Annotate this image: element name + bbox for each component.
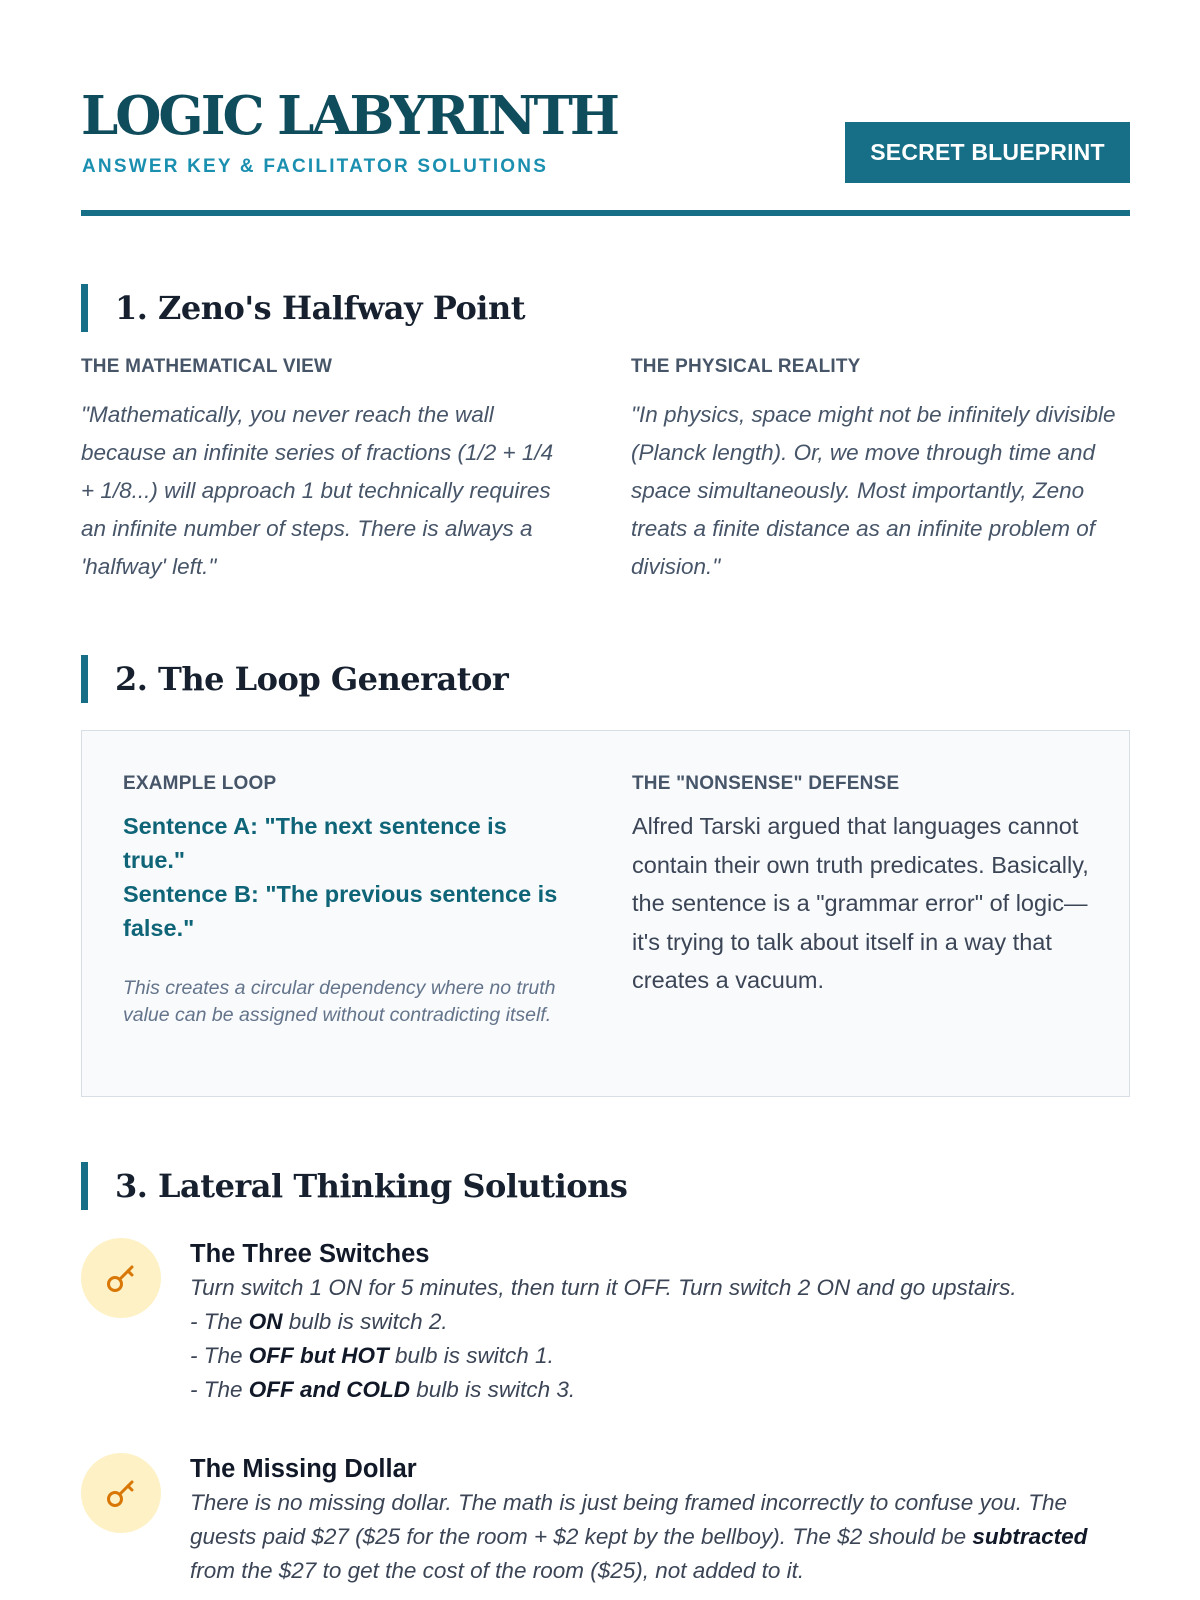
secret-blueprint-badge: SECRET BLUEPRINT bbox=[845, 122, 1130, 183]
page-title: LOGIC LABYRINTH bbox=[81, 85, 618, 147]
sentence-b: Sentence B: "The previous sentence is false." bbox=[123, 881, 558, 941]
example-loop-label: EXAMPLE LOOP bbox=[123, 773, 277, 794]
mathematical-view-column bbox=[81, 356, 571, 586]
example-loop-column bbox=[123, 773, 573, 1029]
physical-reality-label: THE PHYSICAL REALITY bbox=[631, 356, 861, 377]
switch-line: - The OFF but HOT bulb is switch 1. bbox=[190, 1343, 554, 1368]
section-3-title: 3. Lateral Thinking Solutions bbox=[81, 1162, 627, 1210]
three-switches-text bbox=[190, 1271, 1130, 1407]
physical-reality-column bbox=[631, 356, 1121, 586]
mathematical-view-label: THE MATHEMATICAL VIEW bbox=[81, 356, 333, 377]
nonsense-defense-text: Alfred Tarski argued that languages cannot contain their own truth predicates. Basically, the sentence is a "grammar error" of logic—it's trying to talk about itself in a way that creates a vacuum. bbox=[632, 813, 1089, 993]
mathematical-view-text: "Mathematically, you never reach the wall because an infinite series of fractions (1/2 + 1/4 + 1/8...) will approach 1 but technically requires an infinite number of steps. There is always a 'halfway' left." bbox=[81, 402, 554, 579]
loop-generator-panel bbox=[81, 730, 1130, 1097]
section-1-title: 1. Zeno's Halfway Point bbox=[81, 284, 525, 332]
nonsense-defense-column bbox=[632, 773, 1092, 1000]
three-switches-title: The Three Switches bbox=[190, 1240, 430, 1268]
physical-reality-text: "In physics, space might not be infinitely divisible (Planck length). Or, we move through time and space simultaneously. Most importantly, Zeno treats a finite distance as an infinite problem of division." bbox=[631, 402, 1116, 579]
missing-dollar-title: The Missing Dollar bbox=[190, 1455, 417, 1483]
missing-dollar-body bbox=[190, 1453, 1130, 1588]
sentence-a: Sentence A: "The next sentence is true." bbox=[123, 813, 507, 873]
key-icon bbox=[81, 1453, 161, 1533]
switch-line: - The ON bulb is switch 2. bbox=[190, 1309, 448, 1334]
page-subtitle: ANSWER KEY & FACILITATOR SOLUTIONS bbox=[82, 156, 549, 177]
section-2-title: 2. The Loop Generator bbox=[81, 655, 508, 703]
switch-line: - The OFF and COLD bulb is switch 3. bbox=[190, 1377, 576, 1402]
missing-dollar-text: There is no missing dollar. The math is just being framed incorrectly to confuse you. The guests paid $27 ($25 for the room + $2 kept by the bellboy). The $2 should be subtracted from the $27 to get the cost of the room ($25), not added to it. bbox=[190, 1490, 1088, 1583]
key-icon bbox=[81, 1238, 161, 1318]
three-switches-intro: Turn switch 1 ON for 5 minutes, then turn it OFF. Turn switch 2 ON and go upstairs. bbox=[190, 1275, 1017, 1300]
three-switches-body bbox=[190, 1238, 1130, 1407]
page-header bbox=[81, 86, 1130, 216]
header-divider bbox=[81, 210, 1130, 216]
loop-note: This creates a circular dependency where no truth value can be assigned without contradicting itself. bbox=[123, 977, 556, 1026]
nonsense-defense-label: THE "NONSENSE" DEFENSE bbox=[632, 773, 900, 794]
